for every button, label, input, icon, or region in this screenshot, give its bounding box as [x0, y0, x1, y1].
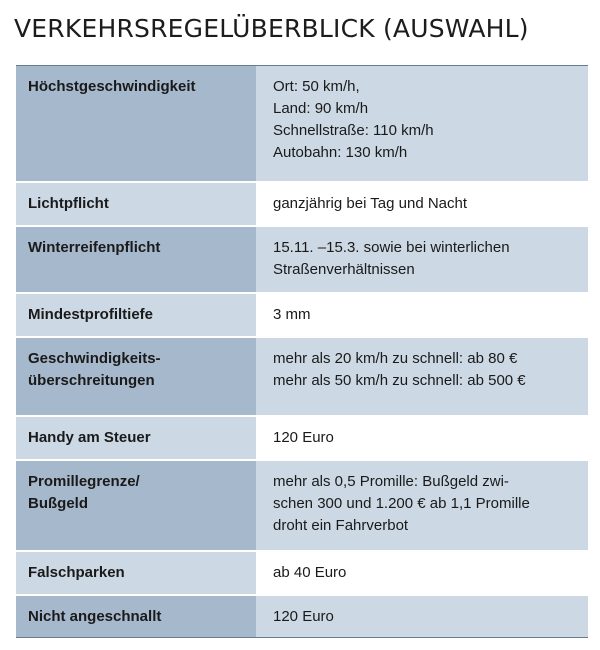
rule-name	[16, 552, 256, 594]
rule-name-line: Winterreifenpflicht	[28, 239, 161, 256]
rule-value-line: 120 Euro	[273, 429, 334, 446]
rule-name-line: Nicht angeschnallt	[28, 608, 162, 625]
rule-name-line: überschreitungen	[28, 372, 155, 389]
rule-name	[16, 417, 256, 459]
rule-value	[256, 66, 588, 181]
rule-name-line: Mindestprofiltiefe	[28, 306, 154, 323]
rule-value-line: 15.11. –15.3. sowie bei winterlichen	[273, 239, 510, 256]
rule-value-line: droht ein Fahrverbot	[273, 517, 409, 534]
rule-value	[256, 338, 588, 415]
table-row	[16, 550, 588, 594]
page-title: VERKEHRSREGELÜBERBLICK (AUSWAHL)	[14, 14, 529, 43]
table-row	[16, 225, 588, 292]
rule-value-line: Straßenverhältnissen	[273, 261, 415, 278]
rule-value-line: mehr als 20 km/h zu schnell: ab 80 €	[273, 350, 518, 367]
rule-value-line: schen 300 und 1.200 € ab 1,1 Promille	[273, 495, 530, 512]
table-row	[16, 336, 588, 415]
table-row	[16, 415, 588, 459]
rule-value	[256, 227, 588, 292]
rule-name	[16, 227, 256, 292]
rule-name	[16, 183, 256, 225]
rule-value-line: Autobahn: 130 km/h	[273, 144, 408, 161]
rule-value	[256, 596, 588, 637]
rule-name-line: Lichtpflicht	[28, 195, 109, 212]
rule-name-line: Höchstgeschwindigkeit	[28, 78, 196, 95]
rule-name	[16, 596, 256, 637]
table-row	[16, 594, 588, 637]
rule-value	[256, 461, 588, 550]
rule-value-line: ganzjährig bei Tag und Nacht	[273, 195, 468, 212]
rule-value	[256, 552, 588, 594]
rule-name	[16, 338, 256, 415]
rule-value-line: ab 40 Euro	[273, 564, 347, 581]
table-row	[16, 66, 588, 181]
rule-value-line: mehr als 0,5 Promille: Bußgeld zwi-	[273, 473, 509, 490]
rule-name	[16, 294, 256, 336]
rule-name-line: Falschparken	[28, 564, 125, 581]
rule-name	[16, 461, 256, 550]
rule-value	[256, 183, 588, 225]
rule-name-line: Handy am Steuer	[28, 429, 151, 446]
rule-value-line: Land: 90 km/h	[273, 100, 369, 117]
table-row	[16, 292, 588, 336]
rule-value	[256, 417, 588, 459]
table-row	[16, 181, 588, 225]
rule-value-line: 3 mm	[273, 306, 311, 323]
rule-value	[256, 294, 588, 336]
rule-value-line: Schnellstraße: 110 km/h	[273, 122, 434, 139]
rule-value-line: 120 Euro	[273, 608, 334, 625]
rule-name-line: Promillegrenze/	[28, 473, 140, 490]
rule-name-line: Geschwindigkeits-	[28, 350, 161, 367]
rule-name-line: Bußgeld	[28, 495, 88, 512]
traffic-rules-table	[16, 65, 588, 638]
rule-value-line: Ort: 50 km/h,	[273, 78, 360, 95]
rule-value-line: mehr als 50 km/h zu schnell: ab 500 €	[273, 372, 526, 389]
rule-name	[16, 66, 256, 181]
table-row	[16, 459, 588, 550]
